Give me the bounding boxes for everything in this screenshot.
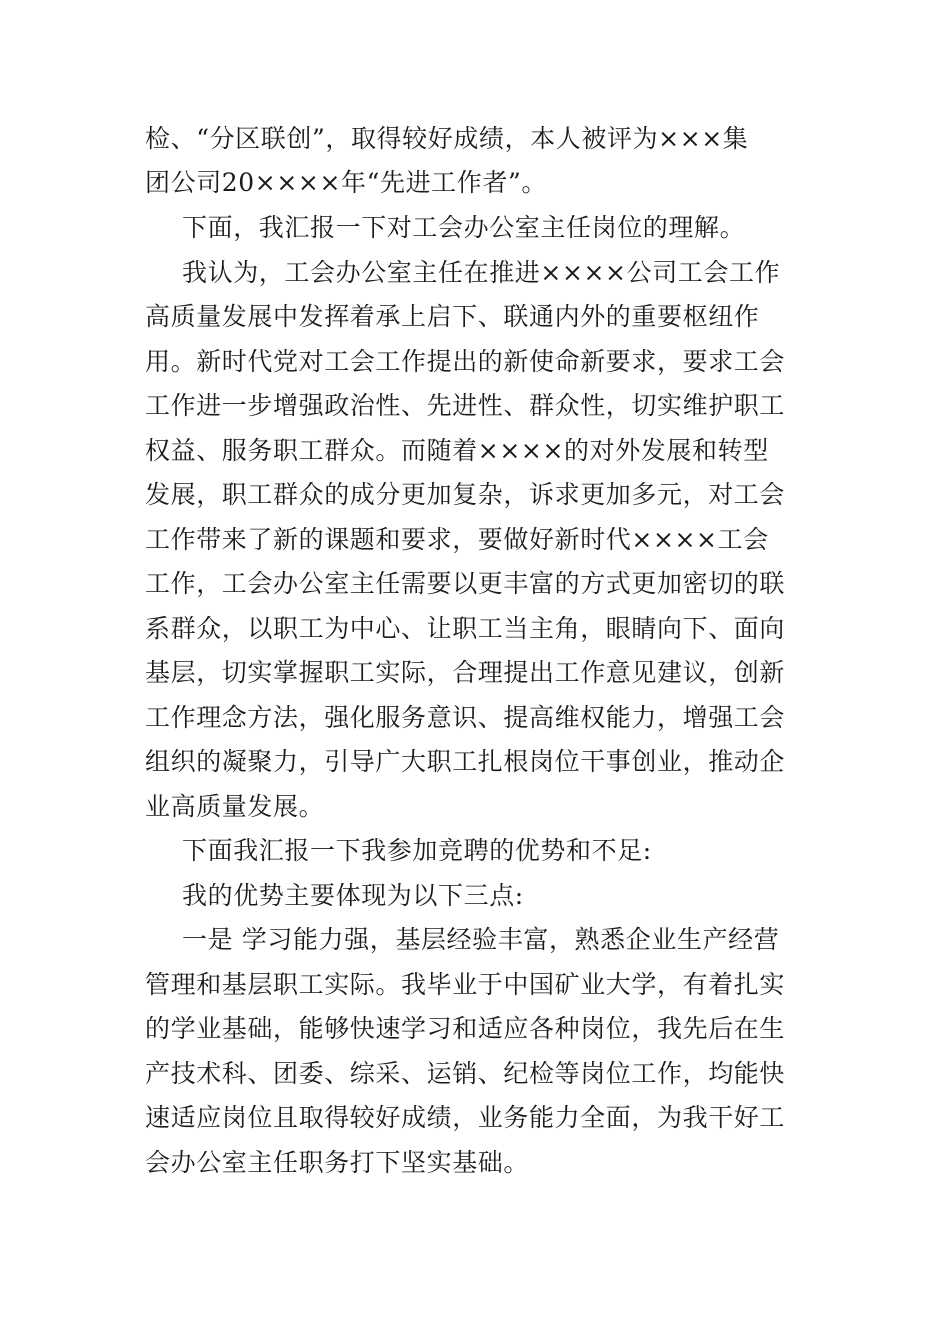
text-line: 业高质量发展。 — [145, 792, 325, 821]
paragraph-start: 我的优势主要体现为以下三点: — [182, 881, 524, 910]
text-line: 高质量发展中发挥着承上启下、联通内外的重要枢纽作 — [145, 302, 760, 331]
text-line: 系群众，以职工为中心、让职工当主角，眼睛向下、面向 — [145, 614, 786, 643]
text-line: 团公司20××××年“先进工作者”。 — [145, 168, 547, 197]
text-line: 的学业基础，能够快速学习和适应各种岗位，我先后在生 — [145, 1014, 786, 1043]
text-line: 产技术科、团委、综采、运销、纪检等岗位工作，均能快 — [145, 1059, 786, 1088]
text-line: 发展，职工群众的成分更加复杂，诉求更加多元，对工会 — [145, 480, 786, 509]
text-line: 权益、服务职工群众。而随着××××的对外发展和转型 — [145, 436, 769, 465]
text-line: 工作进一步增强政治性、先进性、群众性，切实维护职工 — [145, 391, 786, 420]
text-line: 工作理念方法，强化服务意识、提高维权能力，增强工会 — [145, 703, 786, 732]
text-line: 会办公室主任职务打下坚实基础。 — [145, 1148, 530, 1177]
text-line: 速适应岗位且取得较好成绩，业务能力全面，为我干好工 — [145, 1103, 786, 1132]
text-line: 管理和基层职工实际。我毕业于中国矿业大学，有着扎实 — [145, 970, 786, 999]
text-line: 工作带来了新的课题和要求，要做好新时代××××工会 — [145, 525, 769, 554]
text-line: 检、“分区联创”，取得较好成绩，本人被评为×××集 — [145, 124, 749, 153]
text-line: 用。新时代党对工会工作提出的新使命新要求，要求工会 — [145, 347, 786, 376]
paragraph-start: 下面我汇报一下我参加竞聘的优势和不足: — [182, 836, 652, 865]
paragraph-start: 下面，我汇报一下对工会办公室主任岗位的理解。 — [182, 213, 746, 242]
paragraph-start: 我认为，工会办公室主任在推进××××公司工会工作 — [182, 258, 781, 287]
text-line: 组织的凝聚力，引导广大职工扎根岗位干事创业，推动企 — [145, 747, 786, 776]
paragraph-start: 一是 学习能力强，基层经验丰富，熟悉企业生产经营 — [182, 925, 780, 954]
text-line: 工作，工会办公室主任需要以更丰富的方式更加密切的联 — [145, 569, 786, 598]
text-line: 基层，切实掌握职工实际，合理提出工作意见建议，创新 — [145, 658, 786, 687]
